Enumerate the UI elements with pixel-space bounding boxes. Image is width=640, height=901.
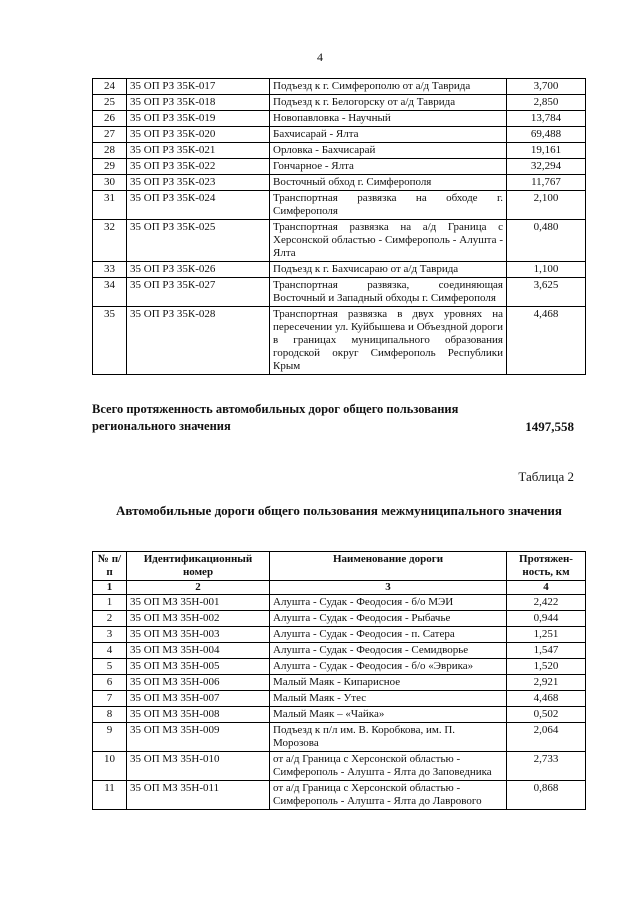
road-length: 3,625 bbox=[507, 278, 586, 307]
row-number: 3 bbox=[93, 627, 127, 643]
row-number: 34 bbox=[93, 278, 127, 307]
table-header-row bbox=[93, 552, 586, 581]
row-number: 4 bbox=[93, 643, 127, 659]
road-length: 2,850 bbox=[507, 95, 586, 111]
road-length: 0,944 bbox=[507, 611, 586, 627]
table-row bbox=[93, 691, 586, 707]
table-row bbox=[93, 675, 586, 691]
road-name: Подъезд к г. Симферополю от а/д Таврида bbox=[270, 79, 507, 95]
road-length: 2,733 bbox=[507, 752, 586, 781]
road-name: Восточный обход г. Симферополя bbox=[270, 175, 507, 191]
road-id: 35 ОП РЗ 35К-025 bbox=[127, 220, 270, 262]
road-length: 1,547 bbox=[507, 643, 586, 659]
page-number: 4 bbox=[317, 50, 323, 64]
table-row bbox=[93, 595, 586, 611]
table-row bbox=[93, 752, 586, 781]
colnum-3: 3 bbox=[270, 581, 507, 595]
road-name: Транспортная развязка, соединяющая Восточный и Западный обходы г. Симферополя bbox=[270, 278, 507, 307]
road-length: 2,422 bbox=[507, 595, 586, 611]
table-row bbox=[93, 220, 586, 262]
row-number: 32 bbox=[93, 220, 127, 262]
road-name: Подъезд к г. Бахчисараю от а/д Таврида bbox=[270, 262, 507, 278]
colnum-4: 4 bbox=[507, 581, 586, 595]
road-name: Алушта - Судак - Феодосия - б/о МЭИ bbox=[270, 595, 507, 611]
header-road-name: Наименование дороги bbox=[270, 552, 507, 581]
road-length: 0,502 bbox=[507, 707, 586, 723]
row-number: 24 bbox=[93, 79, 127, 95]
table-row bbox=[93, 643, 586, 659]
road-id: 35 ОП РЗ 35К-021 bbox=[127, 143, 270, 159]
row-number: 1 bbox=[93, 595, 127, 611]
road-length: 4,468 bbox=[507, 307, 586, 375]
road-id: 35 ОП МЗ 35Н-011 bbox=[127, 781, 270, 810]
road-name: от а/д Граница с Херсонской областью - Симферополь - Алушта - Ялта до Лаврового bbox=[270, 781, 507, 810]
table-row bbox=[93, 707, 586, 723]
road-name: Гончарное - Ялта bbox=[270, 159, 507, 175]
road-name: Алушта - Судак - Феодосия - Семидворье bbox=[270, 643, 507, 659]
column-number-row bbox=[93, 581, 586, 595]
row-number: 6 bbox=[93, 675, 127, 691]
road-name: Алушта - Судак - Феодосия - п. Сатера bbox=[270, 627, 507, 643]
road-name: Алушта - Судак - Феодосия - Рыбачье bbox=[270, 611, 507, 627]
road-length: 0,480 bbox=[507, 220, 586, 262]
table-row bbox=[93, 611, 586, 627]
road-length: 0,868 bbox=[507, 781, 586, 810]
table-row bbox=[93, 191, 586, 220]
road-length: 4,468 bbox=[507, 691, 586, 707]
table-2-label: Таблица 2 bbox=[518, 469, 574, 484]
road-id: 35 ОП МЗ 35Н-005 bbox=[127, 659, 270, 675]
road-id: 35 ОП МЗ 35Н-001 bbox=[127, 595, 270, 611]
road-length: 13,784 bbox=[507, 111, 586, 127]
road-name: Новопавловка - Научный bbox=[270, 111, 507, 127]
table-row bbox=[93, 159, 586, 175]
row-number: 9 bbox=[93, 723, 127, 752]
table-row bbox=[93, 723, 586, 752]
road-id: 35 ОП МЗ 35Н-002 bbox=[127, 611, 270, 627]
total-value: 1497,558 bbox=[525, 419, 574, 434]
table-row bbox=[93, 79, 586, 95]
road-id: 35 ОП РЗ 35К-027 bbox=[127, 278, 270, 307]
row-number: 30 bbox=[93, 175, 127, 191]
road-length: 1,251 bbox=[507, 627, 586, 643]
table-row bbox=[93, 143, 586, 159]
road-name: Подъезд к п/л им. В. Коробкова, им. П. Морозова bbox=[270, 723, 507, 752]
road-name: Бахчисарай - Ялта bbox=[270, 127, 507, 143]
table-row bbox=[93, 627, 586, 643]
road-name: Малый Маяк - Кипарисное bbox=[270, 675, 507, 691]
road-name: Алушта - Судак - Феодосия - б/о «Эврика» bbox=[270, 659, 507, 675]
row-number: 35 bbox=[93, 307, 127, 375]
road-id: 35 ОП РЗ 35К-018 bbox=[127, 95, 270, 111]
total-length bbox=[92, 401, 574, 435]
row-number: 26 bbox=[93, 111, 127, 127]
road-id: 35 ОП РЗ 35К-017 bbox=[127, 79, 270, 95]
road-name: Подъезд к г. Белогорску от а/д Таврида bbox=[270, 95, 507, 111]
row-number: 25 bbox=[93, 95, 127, 111]
row-number: 10 bbox=[93, 752, 127, 781]
row-number: 27 bbox=[93, 127, 127, 143]
road-length: 2,100 bbox=[507, 191, 586, 220]
road-id: 35 ОП РЗ 35К-019 bbox=[127, 111, 270, 127]
road-length: 2,064 bbox=[507, 723, 586, 752]
road-id: 35 ОП РЗ 35К-026 bbox=[127, 262, 270, 278]
colnum-1: 1 bbox=[93, 581, 127, 595]
header-id: Идентификационный номер bbox=[127, 552, 270, 581]
table-row bbox=[93, 307, 586, 375]
road-length: 1,520 bbox=[507, 659, 586, 675]
total-label: Всего протяженность автомобильных дорог общего пользования регионального значения bbox=[92, 402, 459, 433]
row-number: 31 bbox=[93, 191, 127, 220]
table-row bbox=[93, 278, 586, 307]
road-name: Орловка - Бахчисарай bbox=[270, 143, 507, 159]
road-id: 35 ОП МЗ 35Н-008 bbox=[127, 707, 270, 723]
road-length: 19,161 bbox=[507, 143, 586, 159]
row-number: 2 bbox=[93, 611, 127, 627]
header-number: № п/п bbox=[93, 552, 127, 581]
table-row bbox=[93, 127, 586, 143]
regional-roads-table bbox=[92, 78, 586, 375]
table-row bbox=[93, 95, 586, 111]
table-row bbox=[93, 262, 586, 278]
table-row bbox=[93, 781, 586, 810]
road-id: 35 ОП МЗ 35Н-010 bbox=[127, 752, 270, 781]
road-name: Транспортная развязка на обходе г. Симферополя bbox=[270, 191, 507, 220]
road-id: 35 ОП МЗ 35Н-009 bbox=[127, 723, 270, 752]
road-name: Транспортная развязка в двух уровнях на пересечении ул. Куйбышева и Объездной дороги в границах муниципального образования городской округ Симферополь Республики Крым bbox=[270, 307, 507, 375]
road-name: Малый Маяк – «Чайка» bbox=[270, 707, 507, 723]
intermunicipal-roads-table bbox=[92, 551, 586, 810]
row-number: 28 bbox=[93, 143, 127, 159]
road-id: 35 ОП МЗ 35Н-003 bbox=[127, 627, 270, 643]
road-name: от а/д Граница с Херсонской областью - Симферополь - Алушта - Ялта до Заповедника bbox=[270, 752, 507, 781]
road-id: 35 ОП РЗ 35К-020 bbox=[127, 127, 270, 143]
colnum-2: 2 bbox=[127, 581, 270, 595]
road-length: 1,100 bbox=[507, 262, 586, 278]
road-id: 35 ОП РЗ 35К-022 bbox=[127, 159, 270, 175]
road-length: 69,488 bbox=[507, 127, 586, 143]
road-id: 35 ОП МЗ 35Н-007 bbox=[127, 691, 270, 707]
row-number: 8 bbox=[93, 707, 127, 723]
row-number: 11 bbox=[93, 781, 127, 810]
road-name: Транспортная развязка на а/д Граница с Херсонской областью - Симферополь - Алушта - Ялта bbox=[270, 220, 507, 262]
row-number: 5 bbox=[93, 659, 127, 675]
road-id: 35 ОП МЗ 35Н-004 bbox=[127, 643, 270, 659]
road-id: 35 ОП МЗ 35Н-006 bbox=[127, 675, 270, 691]
road-id: 35 ОП РЗ 35К-023 bbox=[127, 175, 270, 191]
row-number: 29 bbox=[93, 159, 127, 175]
table-row bbox=[93, 659, 586, 675]
road-name: Малый Маяк - Утес bbox=[270, 691, 507, 707]
row-number: 33 bbox=[93, 262, 127, 278]
road-id: 35 ОП РЗ 35К-028 bbox=[127, 307, 270, 375]
header-length: Протяжен-ность, км bbox=[507, 552, 586, 581]
table-row bbox=[93, 111, 586, 127]
road-length: 32,294 bbox=[507, 159, 586, 175]
table-row bbox=[93, 175, 586, 191]
road-length: 2,921 bbox=[507, 675, 586, 691]
road-length: 3,700 bbox=[507, 79, 586, 95]
road-id: 35 ОП РЗ 35К-024 bbox=[127, 191, 270, 220]
row-number: 7 bbox=[93, 691, 127, 707]
road-length: 11,767 bbox=[507, 175, 586, 191]
table-2-title: Автомобильные дороги общего пользования межмуниципального значения bbox=[116, 503, 562, 518]
